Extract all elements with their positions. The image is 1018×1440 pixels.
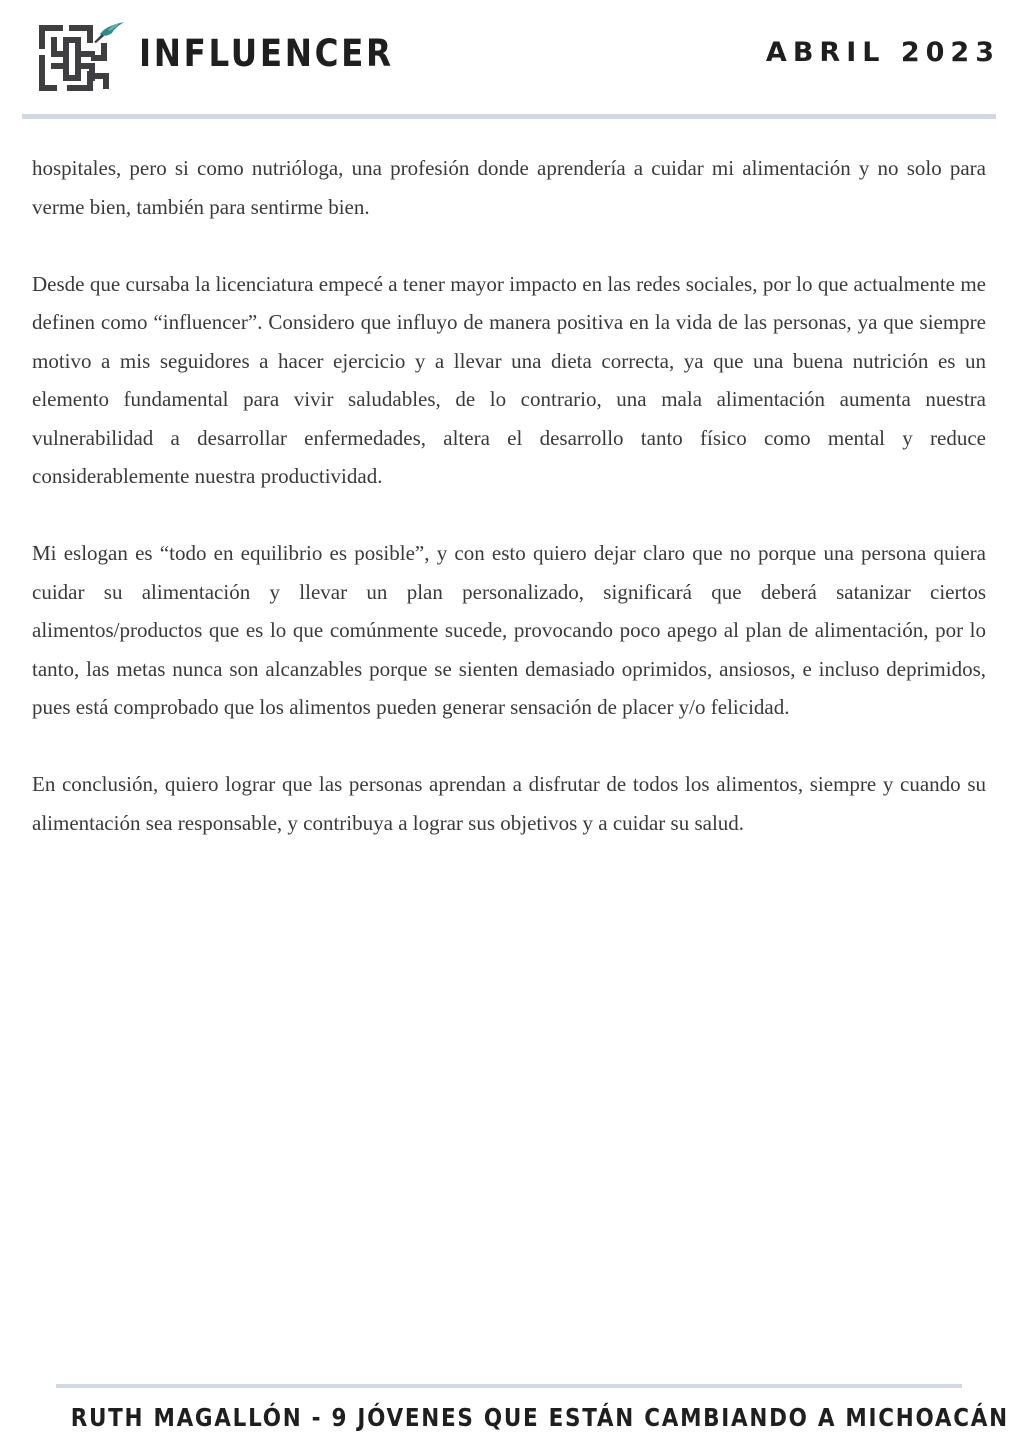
page-header xyxy=(0,0,1018,120)
article-body xyxy=(32,149,986,881)
page-footer: RUTH MAGALLÓN - 9 JÓVENES QUE ESTÁN CAMBIANDO A MICHOACÁN xyxy=(70,1403,1009,1432)
paragraph: hospitales, pero si como nutrióloga, una profesión donde aprendería a cuidar mi alimentación y no solo para verme bien, también para sentirme bien. xyxy=(32,156,986,219)
paragraph: Desde que cursaba la licenciatura empecé a tener mayor impacto en las redes sociales, por lo que actualmente me definen como “influencer”. Considero que influyo de manera positiva en la vida de las personas, ya que siempre motivo a mis seguidores a hacer ejercicio y a llevar una dieta correcta, ya que una buena nutrición es un elemento fundamental para vivir saludables, de lo contrario, una mala alimentación aumenta nuestra vulnerabilidad a desarrollar enfermedades, altera el desarrollo tanto físico como mental y reduce considerablemente nuestra productividad. xyxy=(32,271,986,488)
paragraph: Mi eslogan es “todo en equilibrio es posible”, y con esto quiero dejar claro que no porque una persona quiera cuidar su alimentación y llevar un plan personalizado, significará que deberá satanizar ciertos alimentos/productos que es lo que comúnmente sucede, provocando poco apego al plan de alimentación, por lo tanto, las metas nunca son alcanzables porque se sienten demasiado oprimidos, ansiosos, e incluso deprimidos, pues está comprobado que los alimentos pueden generar sensación de placer y/o felicidad. xyxy=(32,541,986,719)
brand-title: INFLUENCER xyxy=(139,32,394,75)
header-divider xyxy=(22,114,996,119)
footer-divider xyxy=(56,1384,962,1388)
knot-logo-icon xyxy=(36,20,128,96)
issue-date: ABRIL 2023 xyxy=(765,37,1000,68)
hummingbird-icon xyxy=(94,22,124,43)
paragraph: En conclusión, quiero lograr que las personas aprendan a disfrutar de todos los alimentos, siempre y cuando su alimentación sea responsable, y contribuya a lograr sus objetivos y a cuidar su salud. xyxy=(32,772,986,835)
